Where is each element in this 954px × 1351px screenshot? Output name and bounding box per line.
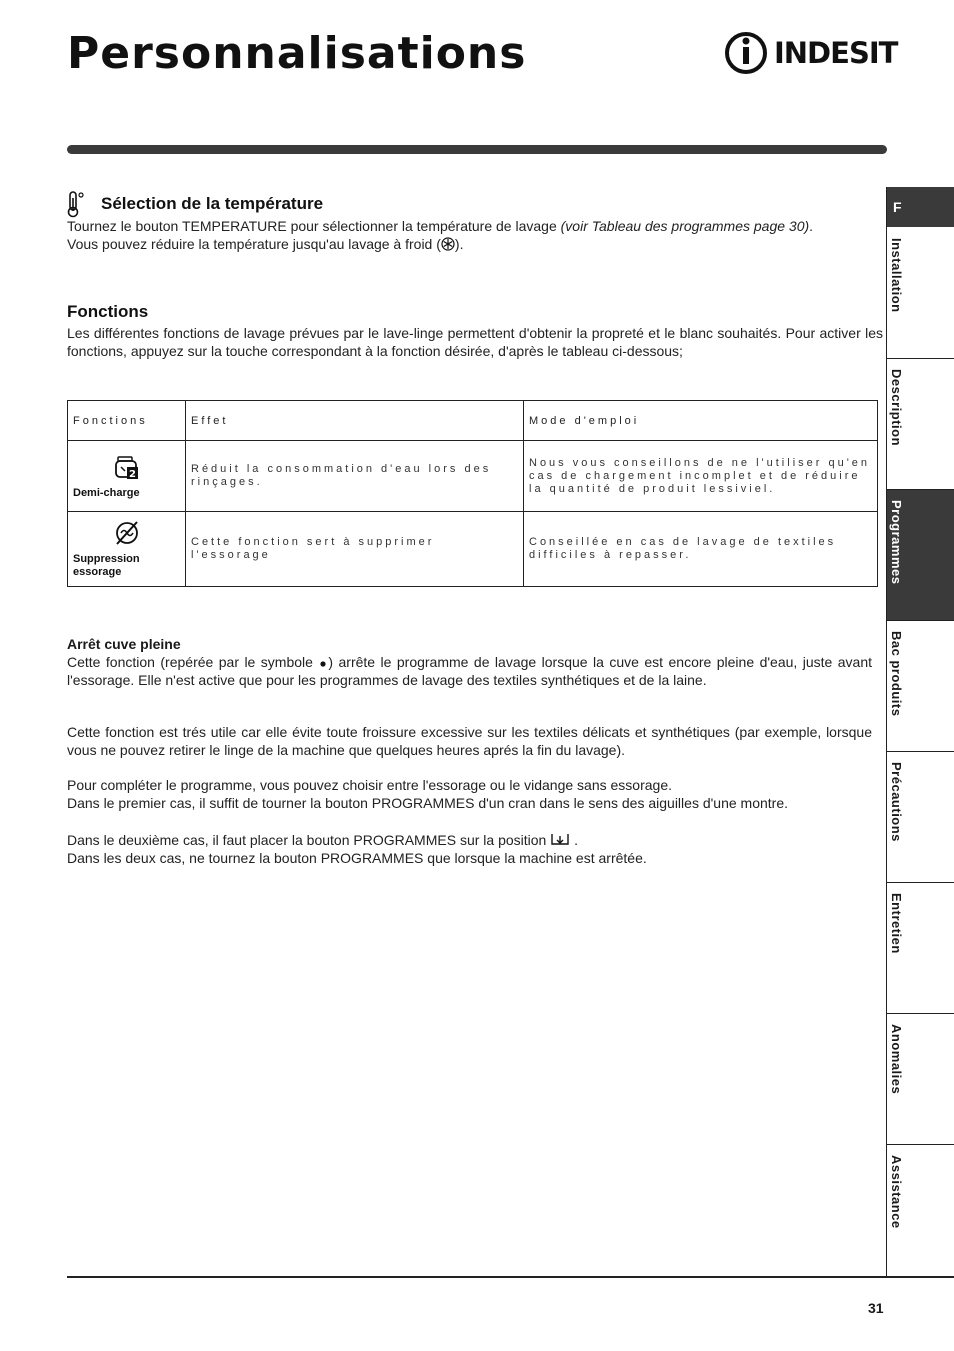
rinse-hold-paragraph-2: Cette fonction est trés utile car elle évite toute froissure excessive sur les textiles délicats et synthétiques (par exemple, lorsque vous ne pouvez retirer le linge de la machine que quelques heures aprés la fin du lavage).: [67, 724, 872, 758]
tab-entretien[interactable]: [887, 883, 954, 1014]
tab-label: Anomalies: [889, 1024, 904, 1095]
table-row: [68, 512, 878, 587]
temperature-heading: Sélection de la température: [101, 194, 324, 213]
usage-cell: Conseillée en cas de lavage de textiles difficiles à repasser.: [524, 512, 878, 587]
tab-label: Bac produits: [889, 631, 904, 717]
tab-label: Description: [889, 369, 904, 447]
temperature-text-2: .: [809, 218, 814, 234]
function-name: Suppression essorage: [73, 553, 140, 578]
functions-intro: Les différentes fonctions de lavage prévues par le lave-linge permettent d'obtenir la propreté et le blanc souhaités. Pour activer les fonctions, appuyez sur la touche correspondant à la fonction désirée, d'après le tableau ci-dessous;: [67, 325, 883, 359]
tab-label: Assistance: [889, 1155, 904, 1229]
header-fonctions: Fonctions: [68, 401, 186, 441]
rinse-hold-paragraph-6: Dans les deux cas, ne tournez la bouton PROGRAMMES que lorsque la machine est arrêtée.: [67, 850, 647, 866]
table-header-row: [68, 401, 878, 441]
rinse-hold-text-a: Cette fonction (repérée par le symbole: [67, 654, 319, 670]
header-mode-emploi: Mode d'emploi: [524, 401, 878, 441]
effect-cell: Réduit la consommation d'eau lors des rinçages.: [186, 441, 524, 512]
program-table-reference: (voir Tableau des programmes page 30): [560, 218, 810, 234]
rinse-hold-text-5a: Dans le deuxième cas, il faut placer la bouton PROGRAMMES sur la position: [67, 832, 551, 848]
tab-label: Programmes: [889, 500, 904, 585]
tab-anomalies[interactable]: [887, 1014, 954, 1145]
tab-programmes[interactable]: [887, 490, 954, 621]
functions-table: [67, 400, 878, 587]
footer-rule: [67, 1276, 954, 1278]
header-effet: Effet: [186, 401, 524, 441]
tab-installation[interactable]: [887, 228, 954, 359]
section-sidebar: [886, 187, 954, 1277]
table-row: [68, 441, 878, 512]
rinse-hold-symbol-icon: [318, 655, 328, 669]
rinse-hold-text-b: ) arrête le programme de lavage lorsque la cuve est encore pleine d'eau, juste avant l'essorage. Elle n'est active que pour les programmes de lavage des textiles synthétiques et de la laine.: [67, 654, 872, 688]
function-name: Demi-charge: [73, 486, 140, 499]
rinse-hold-paragraph-3: Pour compléter le programme, vous pouvez choisir entre l'essorage ou le vidange sans essorage.: [67, 777, 672, 793]
header-rule: [67, 145, 887, 154]
tab-bac-produits[interactable]: [887, 621, 954, 752]
temperature-text-4: ).: [454, 236, 464, 252]
temperature-text-3: Vous pouvez réduire la température jusqu'au lavage à froid (: [67, 236, 441, 252]
svg-text:2: 2: [128, 468, 136, 480]
rinse-hold-heading: Arrêt cuve pleine: [67, 636, 181, 652]
brand-i-icon: [724, 30, 770, 76]
tab-assistance[interactable]: [887, 1145, 954, 1275]
usage-cell: Nous vous conseillons de ne l'utiliser qu'en cas de chargement incomplet et de réduire la quantité de produit lessiviel.: [524, 441, 878, 512]
brand-name: INDESIT: [774, 36, 898, 70]
effect-cell: Cette fonction sert à supprimer l'essorage: [186, 512, 524, 587]
function-cell: [68, 441, 186, 512]
temperature-text: [67, 217, 883, 253]
cold-wash-icon: [441, 237, 455, 251]
drain-position-icon: [550, 831, 570, 847]
temperature-text-1: Tournez le bouton TEMPERATURE pour sélectionner la température de lavage: [67, 218, 561, 234]
tab-label: Installation: [889, 238, 904, 313]
tab-label: Précautions: [889, 762, 904, 842]
thermometer-icon: [67, 190, 85, 218]
tab-description[interactable]: [887, 359, 954, 490]
rinse-hold-paragraph-4: Dans le premier cas, il suffit de tourner la bouton PROGRAMMES d'un cran dans le sens des aiguilles d'une montre.: [67, 795, 788, 811]
half-load-icon: [113, 453, 141, 481]
rinse-hold-paragraph-1: [67, 653, 872, 689]
page-title: Personnalisations: [67, 28, 527, 79]
tab-precautions[interactable]: [887, 752, 954, 883]
language-label: F: [893, 199, 902, 215]
language-tab[interactable]: [887, 187, 954, 227]
page-number: 31: [868, 1300, 884, 1316]
functions-heading: Fonctions: [67, 302, 149, 321]
rinse-hold-paragraph-5: [67, 831, 872, 849]
no-spin-icon: [113, 519, 141, 547]
rinse-hold-text-5b: .: [570, 832, 578, 848]
brand-logo: [724, 30, 898, 76]
function-cell: [68, 512, 186, 587]
tab-label: Entretien: [889, 893, 904, 954]
